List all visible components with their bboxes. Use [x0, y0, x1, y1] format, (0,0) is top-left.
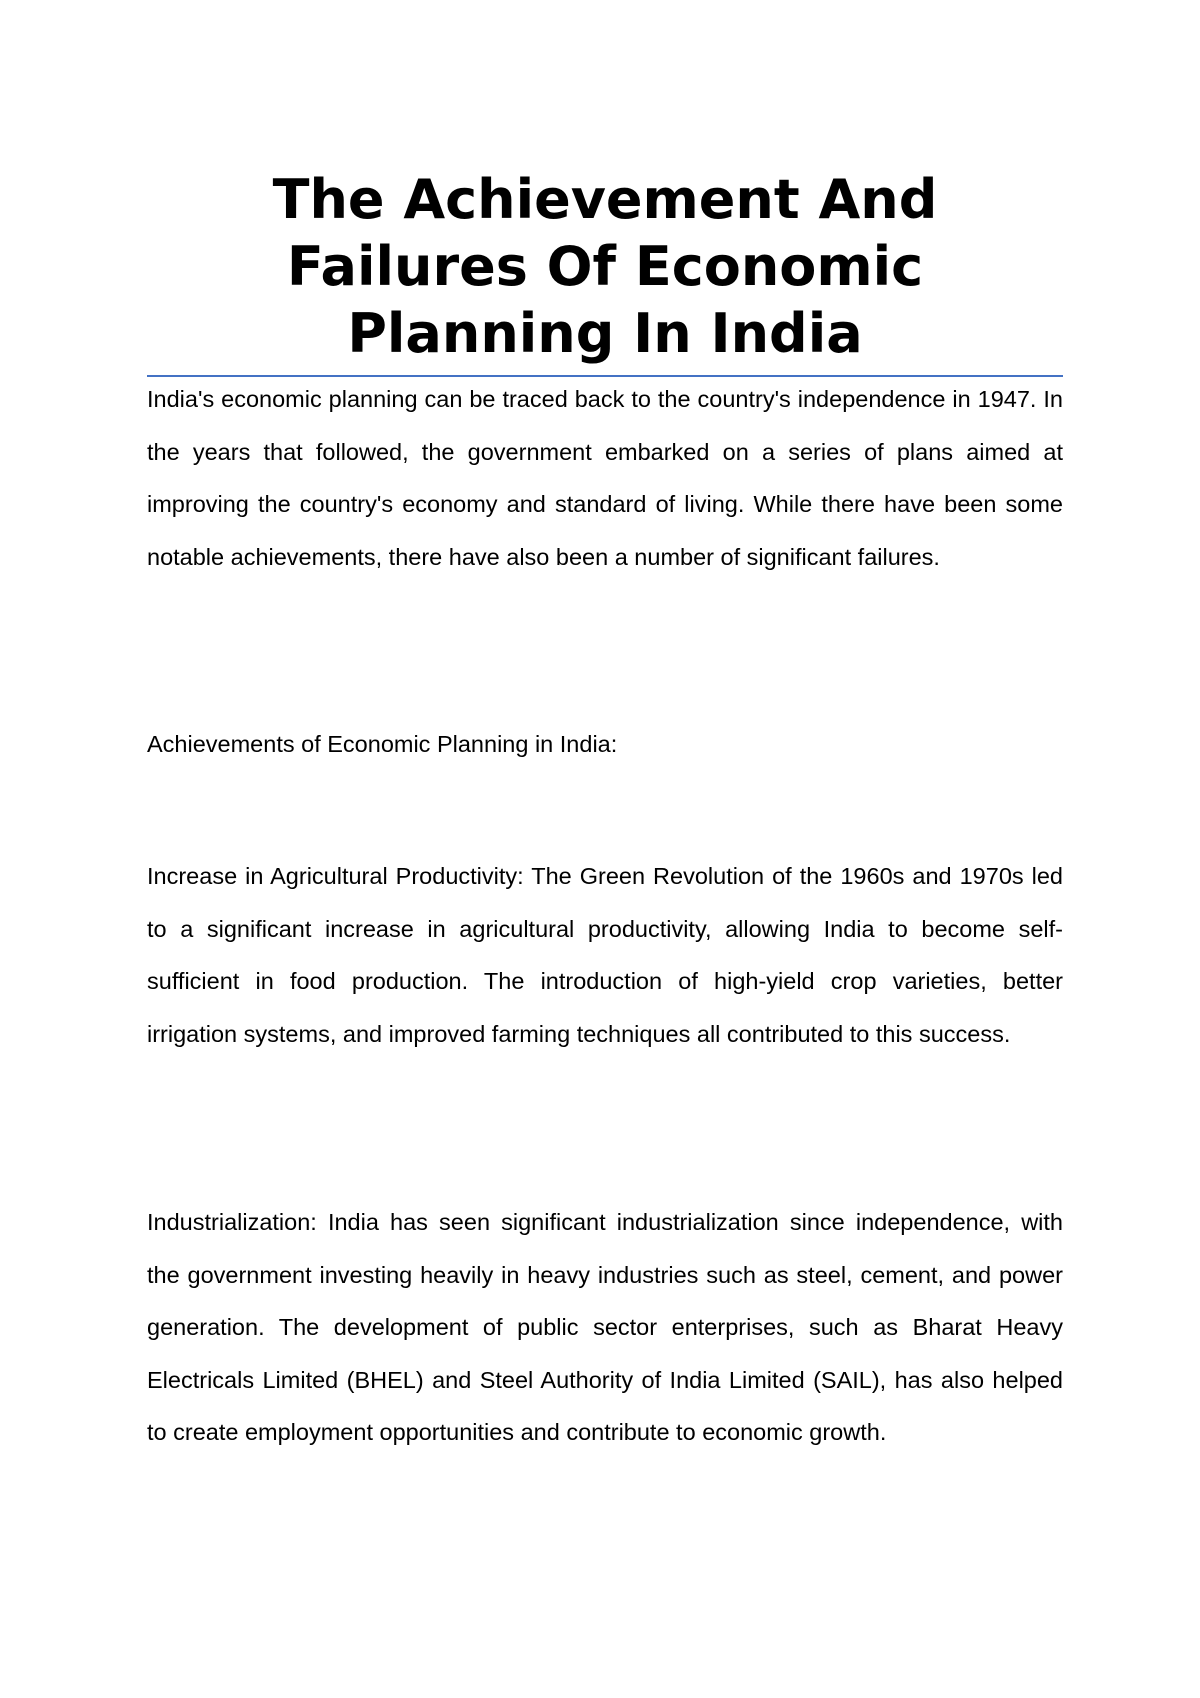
achievements-heading: Achievements of Economic Planning in India:	[147, 731, 618, 757]
agriculture-paragraph: Increase in Agricultural Productivity: The Green Revolution of the 1960s and 1970s led to a significant increase in agricultural productivity, allowing India to become self-sufficient in food production. The introduction of high-yield crop varieties, better irrigation systems, and improved farming techniques all contributed to this success.	[147, 863, 1063, 1047]
intro-paragraph: India's economic planning can be traced back to the country's independence in 1947. In the years that followed, the government embarked on a series of plans aimed at improving the country's economy and standard of living. While there have been some notable achievements, there have also been a number of significant failures.	[147, 386, 1063, 570]
industrialization-paragraph: Industrialization: India has seen significant industrialization since independence, with the government investing heavily in heavy industries such as steel, cement, and power generation. The development of public sector enterprises, such as Bharat Heavy Electricals Limited (BHEL) and Steel Authority of India Limited (SAIL), has also helped to create employment opportunities and contribute to economic growth.	[147, 1209, 1063, 1445]
document-title: The Achievement And Failures Of Economic Planning In India	[272, 168, 938, 365]
